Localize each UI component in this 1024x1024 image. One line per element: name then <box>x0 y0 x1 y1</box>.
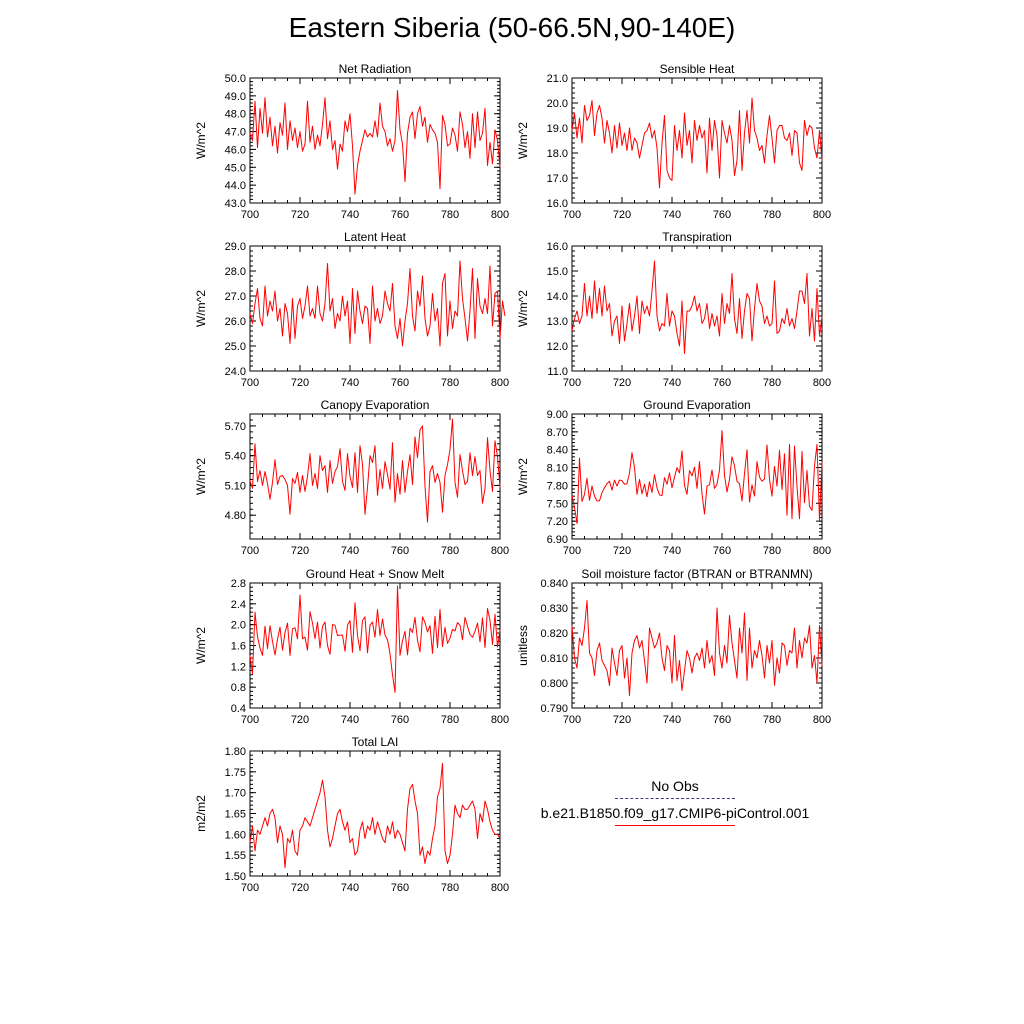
y-tick-label: 48.0 <box>224 108 246 121</box>
y-tick-label: 2.4 <box>230 598 246 611</box>
x-tick-label: 800 <box>490 545 510 557</box>
y-tick-label: 2.0 <box>230 619 246 632</box>
y-tick-label: 16.0 <box>546 241 568 253</box>
panel-title: Transpiration <box>662 230 732 244</box>
panel-title: Total LAI <box>351 735 399 749</box>
y-tick-label: 0.830 <box>540 603 568 615</box>
x-tick-label: 780 <box>762 377 782 389</box>
panel-soil-moisture-factor-btran-or-btranmn <box>516 567 831 726</box>
legend-model-line <box>615 825 735 826</box>
y-tick-label: 0.810 <box>540 653 568 665</box>
y-axis-label: W/m^2 <box>516 290 530 327</box>
x-tick-label: 800 <box>490 209 510 221</box>
x-tick-label: 700 <box>562 545 582 557</box>
legend <box>530 778 820 826</box>
y-tick-label: 46.0 <box>224 144 246 157</box>
panel-latent-heat <box>194 230 509 389</box>
plot-frame <box>250 583 500 708</box>
y-tick-label: 8.10 <box>546 462 568 475</box>
y-tick-label: 7.80 <box>546 480 568 493</box>
y-tick-label: 1.6 <box>230 640 246 653</box>
y-tick-label: 26.0 <box>224 316 246 328</box>
x-tick-label: 720 <box>612 714 632 726</box>
x-tick-label: 760 <box>712 714 732 726</box>
y-tick-label: 44.0 <box>224 180 246 193</box>
y-tick-label: 17.0 <box>546 173 568 185</box>
plot-frame <box>250 414 500 539</box>
y-axis-label: unitless <box>516 625 530 666</box>
y-axis-label: W/m^2 <box>194 122 208 159</box>
x-tick-label: 700 <box>240 545 260 557</box>
y-tick-label: 1.2 <box>230 661 246 674</box>
x-tick-label: 720 <box>290 714 310 726</box>
x-tick-label: 740 <box>662 209 682 221</box>
y-tick-label: 2.8 <box>230 578 246 590</box>
x-tick-label: 740 <box>662 714 682 726</box>
y-tick-label: 25.0 <box>224 341 246 353</box>
x-tick-label: 700 <box>562 714 582 726</box>
y-tick-label: 8.40 <box>546 444 568 457</box>
plot-frame <box>250 246 500 371</box>
panel-title: Sensible Heat <box>659 62 735 76</box>
panel-title: Ground Evaporation <box>643 398 751 412</box>
x-tick-label: 760 <box>390 714 410 726</box>
series-line <box>250 764 500 868</box>
y-tick-label: 21.0 <box>546 73 568 85</box>
panel-title: Soil moisture factor (BTRAN or BTRANMN) <box>581 567 813 581</box>
x-tick-label: 780 <box>440 882 460 894</box>
x-tick-label: 780 <box>440 545 460 557</box>
y-tick-label: 1.55 <box>224 850 246 863</box>
series-line <box>572 261 822 354</box>
x-tick-label: 740 <box>340 882 360 894</box>
x-tick-label: 780 <box>440 377 460 389</box>
x-tick-label: 800 <box>812 714 832 726</box>
x-tick-label: 700 <box>240 209 260 221</box>
x-tick-label: 700 <box>240 714 260 726</box>
x-tick-label: 760 <box>390 882 410 894</box>
y-axis-label: m2/m2 <box>194 795 208 832</box>
y-tick-label: 14.0 <box>546 291 568 303</box>
series-line <box>250 261 505 346</box>
y-tick-label: 13.0 <box>546 316 568 328</box>
x-tick-label: 720 <box>612 377 632 389</box>
y-tick-label: 1.70 <box>224 787 246 800</box>
x-tick-label: 800 <box>490 714 510 726</box>
y-tick-label: 19.0 <box>546 123 568 135</box>
panel-title: Canopy Evaporation <box>320 398 430 412</box>
x-tick-label: 800 <box>490 377 510 389</box>
x-tick-label: 720 <box>290 209 310 221</box>
x-tick-label: 720 <box>612 209 632 221</box>
y-tick-label: 43.0 <box>224 198 246 210</box>
x-tick-label: 760 <box>390 377 410 389</box>
x-tick-label: 780 <box>762 714 782 726</box>
y-tick-label: 11.0 <box>547 366 568 378</box>
y-axis-label: W/m^2 <box>194 458 208 495</box>
y-tick-label: 27.0 <box>224 291 246 303</box>
x-tick-label: 800 <box>490 882 510 894</box>
main-title: Eastern Siberia (50-66.5N,90-140E) <box>288 12 736 43</box>
panel-ground-evaporation <box>516 398 831 557</box>
y-tick-label: 50.0 <box>224 73 246 85</box>
x-tick-label: 760 <box>712 377 732 389</box>
x-tick-label: 740 <box>662 377 682 389</box>
x-tick-label: 780 <box>762 545 782 557</box>
series-line <box>572 601 822 696</box>
y-tick-label: 5.70 <box>224 420 246 433</box>
x-tick-label: 760 <box>390 545 410 557</box>
x-tick-label: 760 <box>712 545 732 557</box>
y-tick-label: 45.0 <box>224 162 246 175</box>
x-tick-label: 740 <box>340 545 360 557</box>
y-axis-label: W/m^2 <box>516 122 530 159</box>
y-tick-label: 9.00 <box>546 409 568 421</box>
x-tick-label: 800 <box>812 545 832 557</box>
series-line <box>250 91 500 195</box>
y-tick-label: 1.75 <box>224 766 246 779</box>
y-tick-label: 24.0 <box>224 366 246 378</box>
x-tick-label: 800 <box>812 209 832 221</box>
series-line <box>250 586 500 692</box>
x-tick-label: 740 <box>662 545 682 557</box>
legend-obs-label: No Obs <box>651 778 699 794</box>
panel-canopy-evaporation <box>194 398 509 557</box>
panel-title: Net Radiation <box>338 62 412 76</box>
x-tick-label: 700 <box>240 882 260 894</box>
x-tick-label: 740 <box>340 714 360 726</box>
x-tick-label: 780 <box>440 209 460 221</box>
plot-frame <box>250 751 500 876</box>
panel-total-lai <box>194 735 509 894</box>
y-tick-label: 5.10 <box>224 480 246 493</box>
y-tick-label: 47.0 <box>224 126 246 139</box>
y-axis-label: W/m^2 <box>516 458 530 495</box>
y-tick-label: 15.0 <box>546 266 568 278</box>
panel-sensible-heat <box>516 62 831 221</box>
y-tick-label: 1.80 <box>224 746 246 758</box>
panel-title: Latent Heat <box>343 230 407 244</box>
x-tick-label: 720 <box>612 545 632 557</box>
x-tick-label: 700 <box>562 377 582 389</box>
y-tick-label: 28.0 <box>224 266 246 278</box>
y-tick-label: 0.840 <box>540 578 568 590</box>
panel-title: Ground Heat + Snow Melt <box>305 567 445 581</box>
y-tick-label: 12.0 <box>546 341 568 353</box>
y-tick-label: 29.0 <box>224 241 246 253</box>
panel-net-radiation <box>194 62 509 221</box>
x-tick-label: 700 <box>240 377 260 389</box>
y-tick-label: 18.0 <box>546 148 568 160</box>
y-tick-label: 0.800 <box>540 678 568 690</box>
x-tick-label: 800 <box>812 377 832 389</box>
x-tick-label: 780 <box>762 209 782 221</box>
x-tick-label: 700 <box>562 209 582 221</box>
y-tick-label: 0.820 <box>540 628 568 640</box>
y-tick-label: 8.70 <box>546 426 568 439</box>
panel-transpiration <box>516 230 831 389</box>
y-tick-label: 6.90 <box>546 534 568 546</box>
x-tick-label: 720 <box>290 545 310 557</box>
y-tick-label: 49.0 <box>224 90 246 103</box>
y-tick-label: 1.65 <box>224 808 246 821</box>
y-axis-label: W/m^2 <box>194 290 208 327</box>
legend-model-label: b.e21.B1850.f09_g17.CMIP6-piControl.001 <box>540 805 810 821</box>
series-line <box>250 419 500 522</box>
y-tick-label: 0.790 <box>540 703 568 715</box>
y-axis-label: W/m^2 <box>194 627 208 664</box>
y-tick-label: 0.8 <box>230 682 246 695</box>
panel-ground-heat-snow-melt <box>194 567 509 726</box>
x-tick-label: 760 <box>712 209 732 221</box>
x-tick-label: 780 <box>440 714 460 726</box>
y-tick-label: 1.60 <box>224 829 246 842</box>
plot-frame <box>572 414 822 539</box>
x-tick-label: 760 <box>390 209 410 221</box>
y-tick-label: 7.50 <box>546 498 568 511</box>
legend-obs-line <box>615 798 735 799</box>
series-line <box>572 98 822 188</box>
y-tick-label: 0.4 <box>230 703 246 715</box>
y-tick-label: 20.0 <box>546 98 568 110</box>
x-tick-label: 740 <box>340 377 360 389</box>
x-tick-label: 720 <box>290 882 310 894</box>
y-tick-label: 5.40 <box>224 450 246 463</box>
y-tick-label: 16.0 <box>546 198 568 210</box>
y-tick-label: 7.20 <box>546 516 568 529</box>
x-tick-label: 740 <box>340 209 360 221</box>
y-tick-label: 4.80 <box>224 510 246 523</box>
x-tick-label: 720 <box>290 377 310 389</box>
series-line <box>572 431 822 524</box>
y-tick-label: 1.50 <box>224 871 246 883</box>
